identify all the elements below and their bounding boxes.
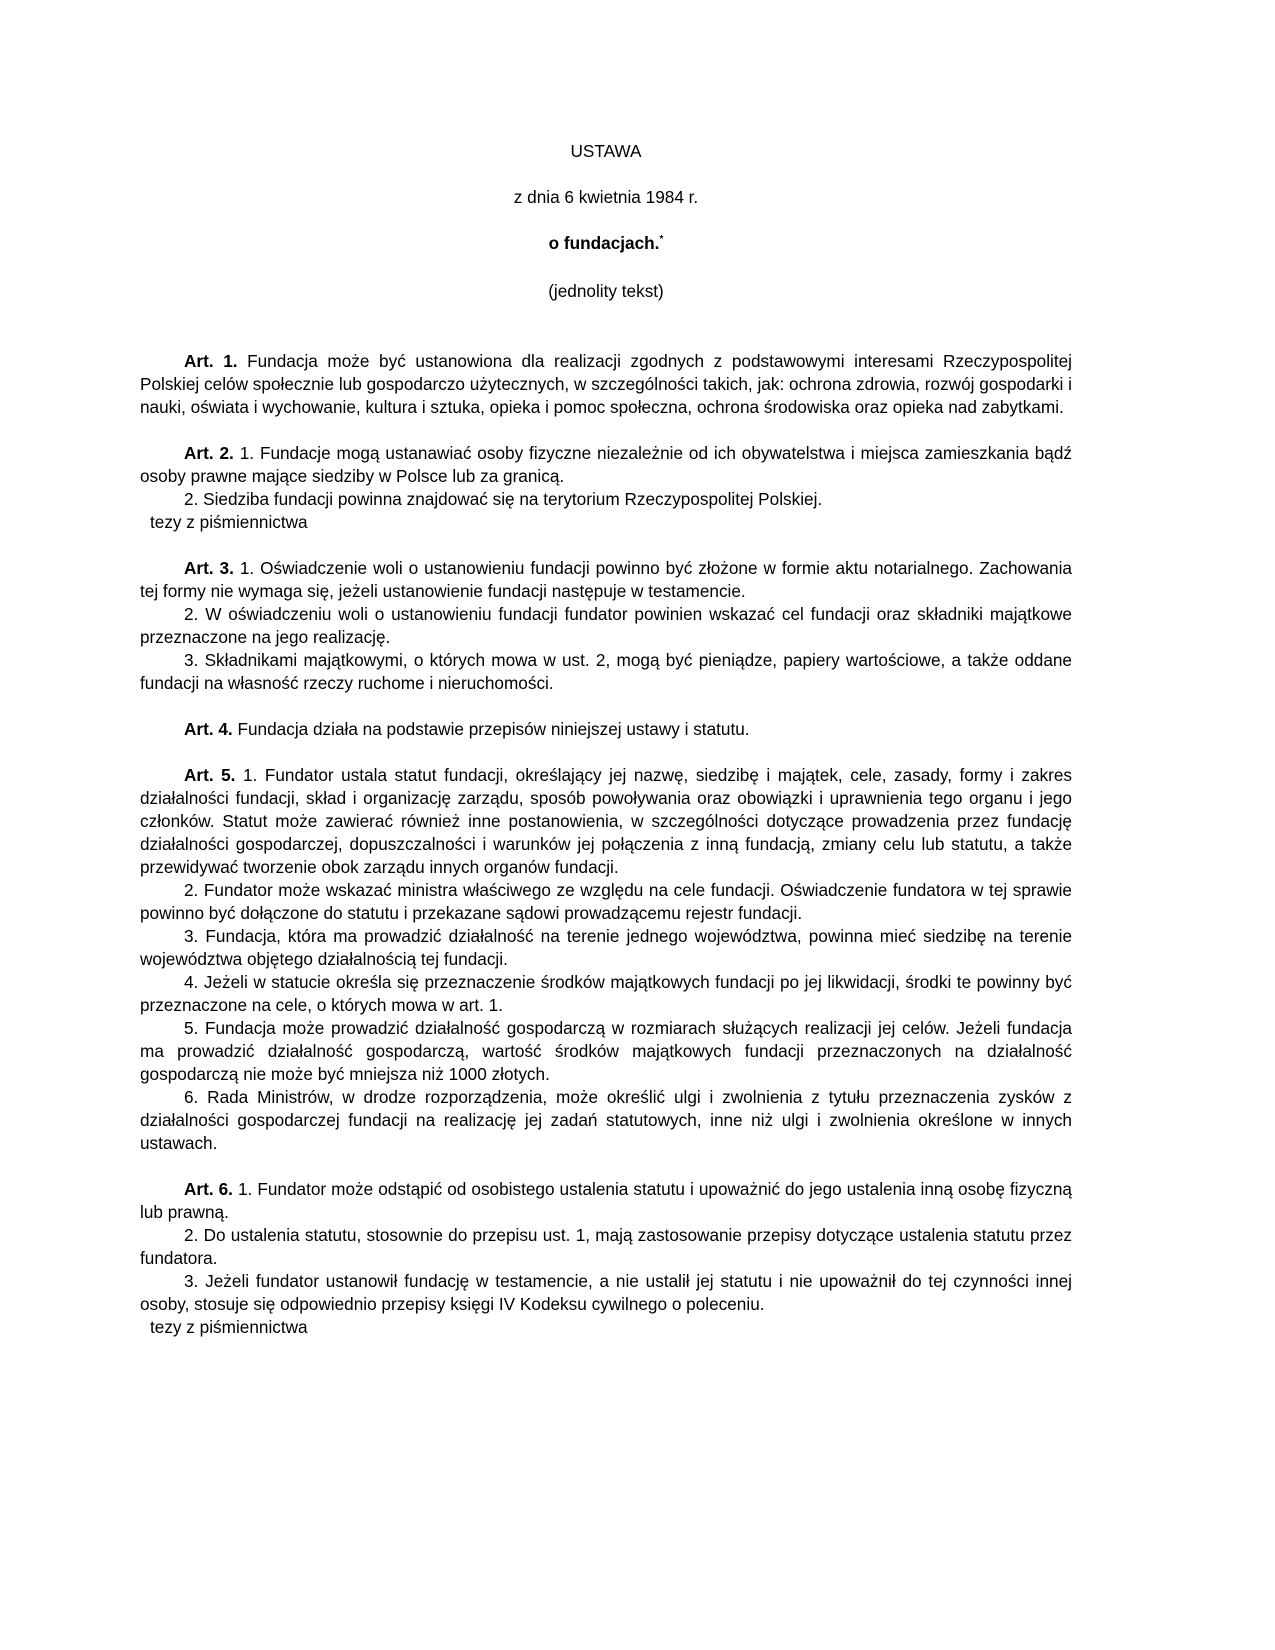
- paragraph-text: 2. Fundator może wskazać ministra właściwego ze względu na cele fundacji. Oświadczenie fundatora w tej sprawie powinno być dołączone do statutu i przekazane sądowi prowadzącemu rejestr fundacji.: [140, 880, 1072, 923]
- paragraph-text: 1. Oświadczenie woli o ustanowieniu fundacji powinno być złożone w formie aktu notarialnego. Zachowania tej formy nie wymaga się, jeżeli ustanowienie fundacji następuje w testamencie.: [140, 558, 1072, 601]
- paragraph: [140, 879, 1072, 925]
- footnote-mark[interactable]: *: [659, 234, 664, 245]
- paragraph: [140, 649, 1072, 695]
- paragraph: [140, 1224, 1072, 1270]
- paragraph: [140, 442, 1072, 488]
- paragraph: [140, 350, 1072, 419]
- commentary-link[interactable]: tezy z piśmiennictwa: [150, 512, 308, 532]
- paragraph-text: 4. Jeżeli w statucie określa się przeznaczenie środków majątkowych fundacji po jej likwidacji, środki te powinny być przeznaczone na cele, o których mowa w art. 1.: [140, 972, 1072, 1015]
- paragraph: [140, 557, 1072, 603]
- paragraph-text: 2. Siedziba fundacji powinna znajdować się na terytorium Rzeczypospolitej Polskiej.: [184, 489, 823, 509]
- article-5: [140, 764, 1072, 1155]
- paragraph-text: 2. W oświadczeniu woli o ustanowieniu fundacji fundator powinien wskazać cel fundacji oraz składniki majątkowe przeznaczone na jego realizację.: [140, 604, 1072, 647]
- paragraph-text: Fundacja może być ustanowiona dla realizacji zgodnych z podstawowymi interesami Rzeczypospolitej Polskiej celów społecznie lub gospodarczo użytecznych, w szczególności takich, jak: ochrona zdrowia, rozwój gospodarki i nauki, oświata i wychowanie, kultura i sztuka, opieka i pomoc społeczna, ochrona środowiska oraz opieka nad zabytkami.: [140, 351, 1072, 417]
- paragraph: [140, 971, 1072, 1017]
- document-page: [140, 140, 1072, 1339]
- article-1: [140, 350, 1072, 419]
- commentary-link[interactable]: tezy z piśmiennictwa: [150, 1317, 308, 1337]
- paragraph-text: Fundacja działa na podstawie przepisów niniejszej ustawy i statutu.: [232, 719, 750, 739]
- article-2: [140, 442, 1072, 534]
- paragraph: [140, 1086, 1072, 1155]
- paragraph-text: 1. Fundator może odstąpić od osobistego ustalenia statutu i upoważnić do jego ustalenia inną osobę fizyczną lub prawną.: [140, 1179, 1072, 1222]
- article-number: Art. 2.: [184, 443, 234, 463]
- paragraph: [140, 1017, 1072, 1086]
- paragraph-text: 1. Fundacje mogą ustanawiać osoby fizyczne niezależnie od ich obywatelstwa i miejsca zamieszkania bądź osoby prawne mające siedziby w Polsce lub za granicą.: [140, 443, 1072, 486]
- paragraph: [140, 718, 1072, 741]
- paragraph: [140, 603, 1072, 649]
- paragraph: [140, 764, 1072, 879]
- articles-list: [140, 350, 1072, 1339]
- article-number: Art. 5.: [184, 765, 236, 785]
- paragraph-text: 5. Fundacja może prowadzić działalność gospodarczą w rozmiarach służących realizacji jej celów. Jeżeli fundacja ma prowadzić działalność gospodarczą, wartość środków majątkowych fundacji przeznaczonych na działalność gospodarczą nie może być mniejsza niż 1000 złotych.: [140, 1018, 1072, 1084]
- article-number: Art. 4.: [184, 719, 233, 739]
- act-title: [140, 232, 1072, 280]
- paragraph-text: 1. Fundator ustala statut fundacji, określający jej nazwę, siedzibę i majątek, cele, zasady, formy i zakres działalności fundacji, skład i organizację zarządu, sposób powoływania oraz obowiązki i uprawnienia tego organu i jego członków. Statut może zawierać również inne postanowienia, w szczególności dotyczące prowadzenia przez fundację działalności gospodarczej, dopuszczalności i warunków jej połączenia z inną fundacją, zmiany celu lub statutu, a także przewidywać tworzenie obok zarządu innych organów fundacji.: [140, 765, 1072, 877]
- paragraph: [140, 1270, 1072, 1316]
- paragraph-text: 3. Jeżeli fundator ustanowił fundację w testamencie, a nie ustalił jej statutu i nie upoważnił do tej czynności innej osoby, stosuje się odpowiednio przepisy księgi IV Kodeksu cywilnego o poleceniu.: [140, 1271, 1072, 1314]
- act-subtitle: (jednolity tekst): [548, 281, 664, 301]
- paragraph-text: 3. Składnikami majątkowymi, o których mowa w ust. 2, mogą być pieniądze, papiery wartościowe, a także oddane fundacji na własność rzeczy ruchome i nieruchomości.: [140, 650, 1072, 693]
- act-date: z dnia 6 kwietnia 1984 r.: [513, 187, 699, 207]
- paragraph-text: 2. Do ustalenia statutu, stosownie do przepisu ust. 1, mają zastosowanie przepisy dotyczące ustalenia statutu przez fundatora.: [140, 1225, 1072, 1268]
- act-title-text: o fundacjach.: [548, 233, 660, 253]
- article-number: Art. 6.: [184, 1179, 233, 1199]
- paragraph: [140, 925, 1072, 971]
- paragraph: [140, 488, 1072, 511]
- paragraph-text: 3. Fundacja, która ma prowadzić działalność na terenie jednego województwa, powinna mieć siedzibę na terenie województwa objętego działalnością tej fundacji.: [140, 926, 1072, 969]
- paragraph: [140, 1178, 1072, 1224]
- article-number: Art. 3.: [184, 558, 234, 578]
- article-3: [140, 557, 1072, 695]
- article-number: Art. 1.: [184, 351, 238, 371]
- article-6: [140, 1178, 1072, 1339]
- act-type: USTAWA: [570, 141, 642, 161]
- paragraph-text: 6. Rada Ministrów, w drodze rozporządzenia, może określić ulgi i zwolnienia z tytułu przeznaczenia zysków z działalności gospodarczej fundacji na realizację jej zadań statutowych, inne niż ulgi i zwolnienia określone w innych ustawach.: [140, 1087, 1072, 1153]
- article-4: [140, 718, 1072, 741]
